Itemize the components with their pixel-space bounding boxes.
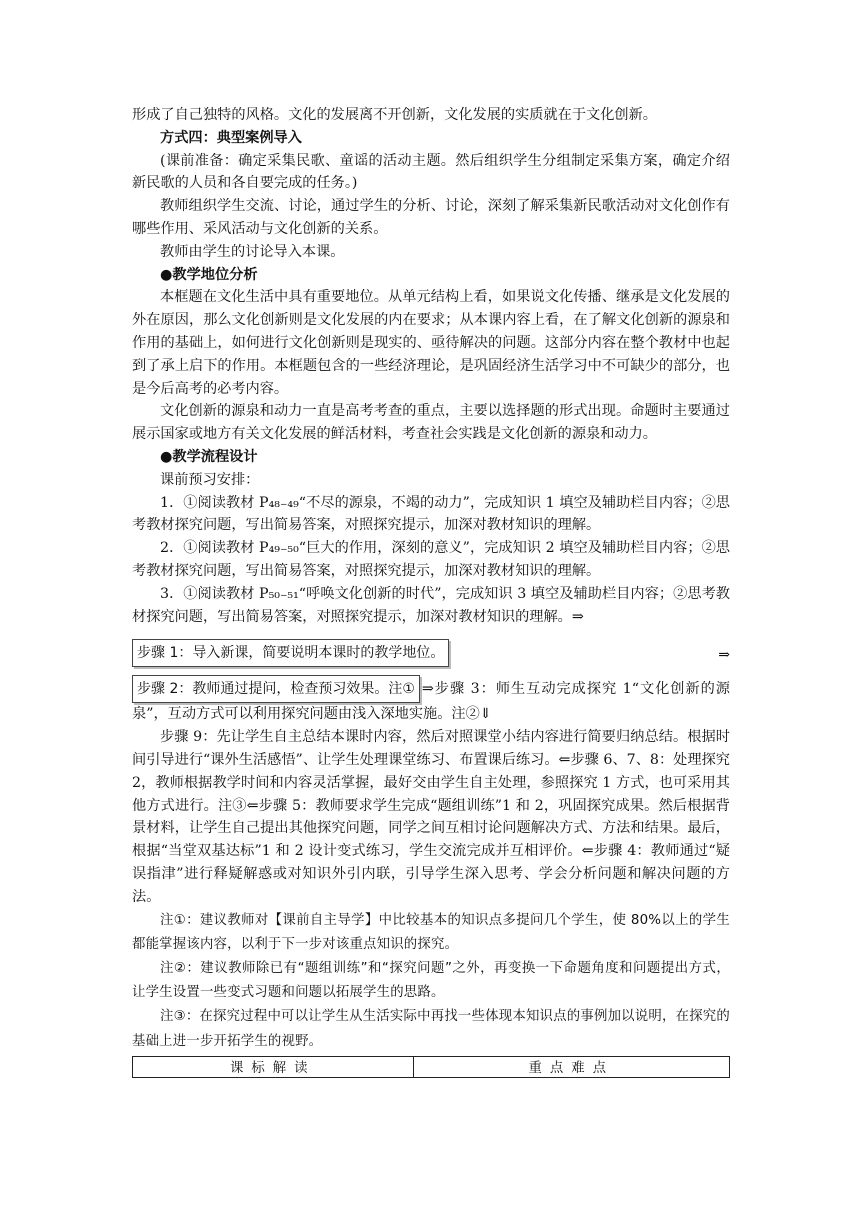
notes-section xyxy=(132,909,730,1054)
section-heading-flow: ●教学流程设计 xyxy=(160,448,258,465)
table-header-standards: 课标解读 xyxy=(133,1056,414,1077)
step2-box: 步骤 2：教师通过提问，检查预习效果。注① xyxy=(132,675,420,703)
paragraph-discussion: 教师组织学生交流、讨论，通过学生的分析、讨论，深刻了解采集新民歌活动对文化创作有哪些作用、采风活动与文化创新的关系。 xyxy=(132,198,730,237)
flow-step2-row xyxy=(132,675,730,726)
standards-table-header xyxy=(132,1056,730,1078)
step3-text: ⇒步骤 3：师生互动完成探究 1“文化创新的源泉”，互动方式可以利用探究问题由浅入深地实施。注②⇓ xyxy=(132,681,730,723)
document-page xyxy=(132,104,730,1078)
preview-item-2: 2．①阅读教材 P₄₉₋₅₀“巨大的作用，深刻的意义”，完成知识 2 填空及辅助栏目内容；②思考教材探究问题，写出简易答案，对照探究提示，加深对教材知识的理解。 xyxy=(132,540,730,579)
preview-item-3: 3．①阅读教材 P₅₀₋₅₁“呼唤文化创新的时代”，完成知识 3 填空及辅助栏目内容；②思考教材探究问题，写出简易答案，对照探究提示，加深对教材知识的理解。⇒ xyxy=(132,585,730,625)
flow-step1-row xyxy=(132,631,730,673)
paragraph-continued: 形成了自己独特的风格。文化的发展离不开创新，文化发展的实质就在于文化创新。 xyxy=(132,107,657,123)
table-header-keypoints: 重点难点 xyxy=(413,1056,729,1077)
paragraph-preview-label: 课前预习安排： xyxy=(160,471,260,488)
note-3: 注③：在探究过程中可以让学生从生活实际中再找一些体现本知识点的事例加以说明，在探究的基础上进一步开拓学生的视野。 xyxy=(132,1009,730,1049)
paragraph-intro: 教师由学生的讨论导入本课。 xyxy=(160,243,345,260)
arrow-right-icon: ⇒ xyxy=(718,647,730,664)
section-heading-method4: 方式四：典型案例导入 xyxy=(160,129,302,146)
note-1: 注①：建议教师对【课前自主导学】中比较基本的知识点多提问几个学生，使 80%以上的学生都能掌握该内容，以利于下一步对该重点知识的探究。 xyxy=(132,912,730,952)
paragraph-preparation: (课前准备：确定采集民歌、童谣的活动主题。然后组织学生分组制定采集方案，确定介绍新民歌的人员和各自要完成的任务。) xyxy=(132,152,730,192)
paragraph-status: 本框题在文化生活中具有重要地位。从单元结构上看，如果说文化传播、继承是文化发展的外在原因，那么文化创新则是文化发展的内在要求；从本课内容上看，在了解文化创新的源泉和作用的基础上，如何进行文化创新则是现实的、亟待解决的问题。这部分内容在整个教材中也起到了承上启下的作用。本框题包含的一些经济理论，是巩固经济生活学习中不可缺少的部分，也是今后高考的必考内容。 xyxy=(132,289,730,397)
section-heading-status: ●教学地位分析 xyxy=(160,266,258,283)
flow-step9-paragraph: 步骤 9：先让学生自主总结本课时内容，然后对照课堂小结内容进行简要归纳总结。根据时间引导进行“课外生活感悟”、让学生处理课堂练习、布置课后练习。⇐步骤 6、7、8：处理探究 2，教师根据教学时间和内容灵活掌握，最好交由学生自主处理，参照探究 1 方式，也可采用其他方式进行。注③⇐步骤 5：教师要求学生完成“题组训练”1 和 2，巩固探究成果。然后根据背景材料，让学生自己提出其他探究问题，同学之间互相讨论问题解决方式、方法和结果。最后，根据“当堂双基达标”1 和 2 设计变式练习，学生交流完成并互相评价。⇐步骤 4：教师通过“疑误指津”进行释疑解惑或对知识外引内联，引导学生深入思考、学会分析问题和解决问题的方法。 xyxy=(132,729,730,905)
step1-box: 步骤 1：导入新课，简要说明本课时的教学地位。 xyxy=(132,639,449,667)
note-2: 注②：建议教师除已有“题组训练”和“探究问题”之外，再变换一下命题角度和问题提出方式，让学生设置一些变式习题和问题以拓展学生的思路。 xyxy=(132,960,730,1001)
preview-item-1: 1．①阅读教材 P₄₈₋₄₉“不尽的源泉，不竭的动力”，完成知识 1 填空及辅助栏目内容；②思考教材探究问题，写出简易答案，对照探究提示，加深对教材知识的理解。 xyxy=(132,494,730,534)
paragraph-exam: 文化创新的源泉和动力一直是高考考查的重点，主要以选择题的形式出现。命题时主要通过展示国家或地方有关文化发展的鲜活材料，考查社会实践是文化创新的源泉和动力。 xyxy=(132,403,730,443)
